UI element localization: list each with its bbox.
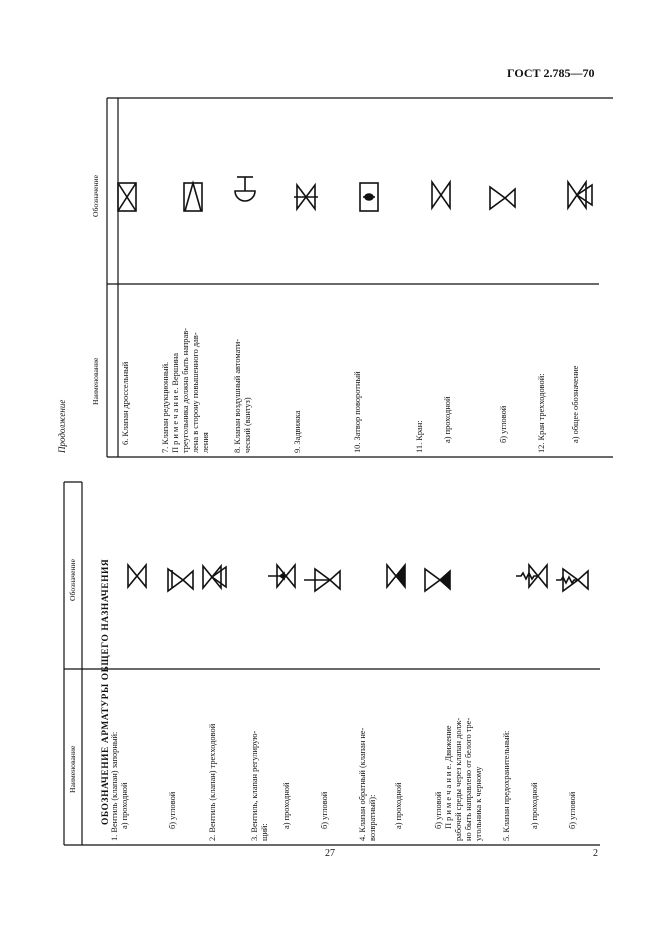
row-label: 4. Клапан обратный (клапан не- [358, 727, 367, 841]
row-label: 2. Вентиль (клапан) трехходовой [208, 723, 217, 841]
reducing-valve-icon [184, 183, 202, 211]
row-label: а) проходной [394, 782, 403, 829]
page-number-left: 27 [325, 848, 335, 859]
row-label: ческий (вантуз) [243, 397, 252, 453]
row-label: б) угловой [320, 791, 329, 829]
valve-three-way-icon [203, 566, 226, 588]
row-label: а) проходной [120, 782, 129, 829]
row-label: 12. Кран трехходовой: [537, 373, 546, 453]
column-header-name: Наименование [68, 745, 77, 793]
gate-valve-icon [294, 185, 318, 209]
note-text: ления [201, 432, 210, 453]
document-header: ГОСТ 2.785—70 [507, 66, 595, 80]
note-text: лена в сторону повышенного дав- [191, 332, 200, 453]
throttle-valve-icon [118, 183, 136, 211]
row-label: б) угловой [168, 791, 177, 829]
row-label: а) проходной [443, 396, 452, 443]
note-text: П р и м е ч а н и е. Вершина [171, 353, 180, 453]
note-text: треугольника должна быть направ- [181, 328, 190, 453]
row-label: 3. Вентиль, клапан регулирую- [250, 730, 259, 841]
symbol-layer [107, 92, 613, 457]
cock-angle-icon [490, 187, 515, 209]
row-label: 11. Кран: [415, 420, 424, 453]
right-table [57, 92, 613, 457]
note-text: П р и м е ч а н и е. Движение [444, 725, 453, 829]
row-label: а) проходной [282, 782, 291, 829]
note-text: но быть направлено от белого тре- [464, 717, 473, 841]
row-label: б) угловой [499, 405, 508, 443]
butterfly-valve-icon [360, 183, 378, 211]
section-title: ОБОЗНАЧЕНИЕ АРМАТУРЫ ОБЩЕГО НАЗНАЧЕНИЯ [101, 558, 111, 825]
row-label: возвратный): [368, 794, 377, 841]
page-number-right: 2 [593, 848, 598, 859]
column-header-symbol: Обозначение [91, 175, 100, 217]
safety-valve-icon [556, 569, 588, 591]
row-label: 6. Клапан дроссельный [121, 361, 130, 445]
control-valve-icon [304, 569, 340, 591]
safety-valve-icon [516, 565, 547, 587]
column-header-name: Наименование [91, 357, 100, 405]
note-text: угольника к черному [474, 766, 483, 841]
cock-straight-icon [432, 182, 450, 208]
row-label: а) проходной [530, 782, 539, 829]
row-label: а) общее обозначение [571, 365, 580, 443]
cock-three-way-icon [568, 182, 592, 208]
row-label: 9. Задвижка [293, 410, 302, 453]
left-table [64, 480, 600, 845]
row-label: б) угловой [434, 791, 443, 829]
air-valve-icon [235, 177, 255, 201]
column-header-symbol: Обозначение [68, 559, 77, 601]
row-label: 1. Вентиль (клапан) запорный: [110, 731, 119, 841]
check-valve-icon [425, 569, 450, 591]
valve-angle-icon [168, 569, 193, 591]
row-label: 7. Клапан редукционный. [161, 361, 170, 453]
note-text: рабочей среды через клапан долж- [454, 717, 463, 841]
continuation-label: Продолжение [57, 399, 67, 453]
symbol-layer [64, 480, 600, 845]
row-label: 5. Клапан предохранительный: [502, 730, 511, 841]
valve-straight-icon [128, 565, 146, 587]
row-label: 10. Затвор поворотный [353, 371, 362, 453]
control-valve-icon [268, 565, 295, 587]
row-label: щий: [260, 823, 269, 841]
row-label: б) угловой [568, 791, 577, 829]
row-label: 8. Клапан воздушный автомати- [233, 338, 242, 453]
check-valve-icon [387, 565, 405, 587]
